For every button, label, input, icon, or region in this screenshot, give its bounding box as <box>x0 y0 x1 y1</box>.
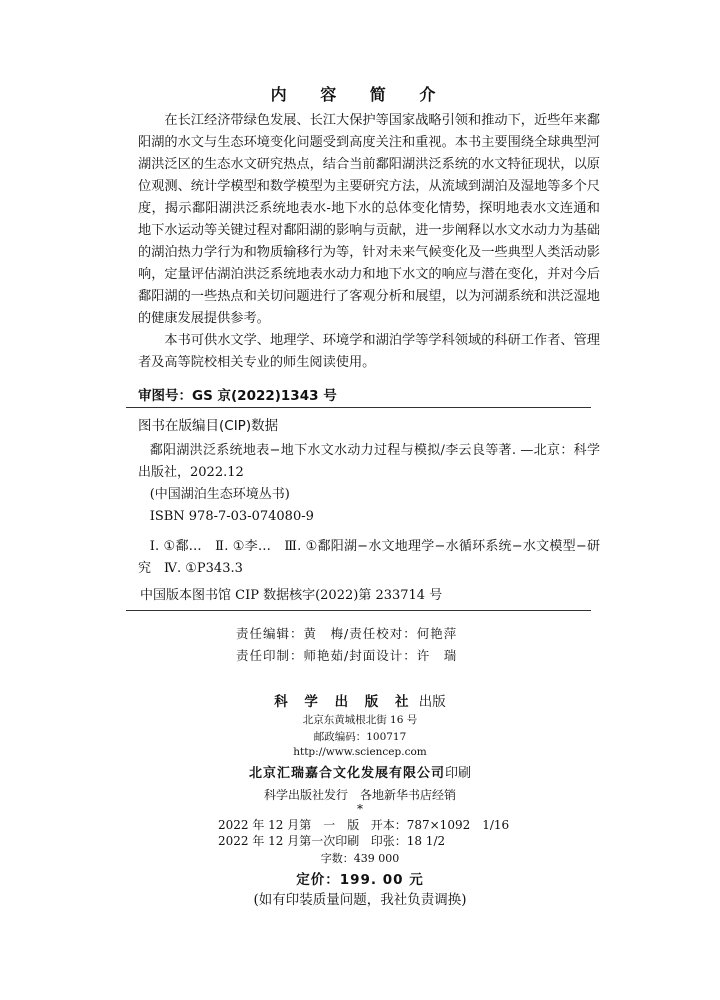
edition-line-2 <box>218 832 445 849</box>
cip-title-line <box>138 440 600 484</box>
publisher-line <box>0 690 720 710</box>
printer-suffix: 印刷 <box>445 766 472 781</box>
summary-paragraph-1: 在长江经济带绿色发展、长江大保护等国家战略引领和推动下，近些年来鄱阳湖的水文与生态环境变化问题受到高度关注和重视。本书主要围绕全球典型河湖洪泛区的生态水文研究热点，结合当前鄱阳湖洪泛系统的水文特征现状，以原位观测、统计学模型和数学模型为主要研究方法，从流域到湖泊及湿地等多个尺度，揭示鄱阳湖洪泛系统地表水-地下水的总体变化情势，探明地表水文连通和地下水运动等关键过程对鄱阳湖的影响与贡献，进一步阐释以水文水动力为基础的湖泊热力学行为和物质输移行为等，针对未来气候变化及一些典型人类活动影响，定量评估湖泊洪泛系统地表水动力和地下水文的响应与潜在变化，并对今后鄱阳湖的一些热点和关切问题进行了客观分析和展望，以为河湖系统和洪泛湿地的健康发展提供参考。 <box>138 113 600 326</box>
publisher-suffix: 出版 <box>418 694 446 710</box>
print-date: 2022 年 12 月第一次印刷 <box>218 834 360 848</box>
price: 定价：199. 00 元 <box>296 872 424 888</box>
publisher-name: 科 学 出 版 社 <box>274 694 415 710</box>
cip-heading: 图书在版编目(CIP)数据 <box>138 418 279 434</box>
printer-line <box>0 762 720 781</box>
publisher-address: 北京东黄城根北街 16 号 <box>302 714 418 726</box>
page-title: 内 容 简 介 <box>270 85 450 104</box>
separator-star: * <box>357 802 363 816</box>
divider-top <box>126 407 591 408</box>
credits-line-2: 责任印制：师艳茹/封面设计：许 瑞 <box>236 648 458 663</box>
credits-line-1: 责任编辑：黄 梅/责任校对：何艳萍 <box>236 626 458 641</box>
quality-notice: (如有印装质量问题，我社负责调换) <box>253 892 467 908</box>
cip-isbn <box>138 506 600 528</box>
content-summary <box>138 110 600 374</box>
cip-isbn-text: ISBN 978-7-03-074080-9 <box>149 509 314 524</box>
cip-classification-text: Ⅰ. ①鄱… Ⅱ. ①李… Ⅲ. ①鄱阳湖−水文地理学−水循环系统−水文模型−研究 Ⅳ. ①P343.3 <box>138 539 600 576</box>
publisher-postcode: 邮政编码：100717 <box>313 731 407 743</box>
cip-series <box>138 484 600 506</box>
cip-library-number: 中国版本图书馆 CIP 数据核字(2022)第 233714 号 <box>140 588 443 603</box>
map-review-number: 审图号：GS 京(2022)1343 号 <box>138 388 337 404</box>
sheet-count: 印张：18 1/2 <box>370 834 446 848</box>
edition-line-1 <box>218 816 509 833</box>
cip-title: 鄱阳湖洪泛系统地表−地下水文水动力过程与模拟/李云良等著. —北京：科学出版社，2022.12 <box>138 443 600 480</box>
cip-series-text: (中国湖泊生态环境丛书) <box>149 487 290 502</box>
distribution-line: 科学出版社发行 各地新华书店经销 <box>263 788 456 802</box>
format-size: 开本：787×1092 1/16 <box>370 818 510 832</box>
word-count: 字数：439 000 <box>320 852 400 865</box>
printer-name: 北京汇瑞嘉合文化发展有限公司 <box>248 766 445 781</box>
edition-date: 2022 年 12 月第 一 版 <box>218 818 360 832</box>
publisher-website: http://www.sciencep.com <box>293 746 427 758</box>
divider-bottom <box>126 610 591 611</box>
summary-paragraph-2: 本书可供水文学、地理学、环境学和湖泊学等学科领域的科研工作者、管理者及高等院校相关专业的师生阅读使用。 <box>138 333 600 370</box>
cip-classification <box>138 536 600 580</box>
